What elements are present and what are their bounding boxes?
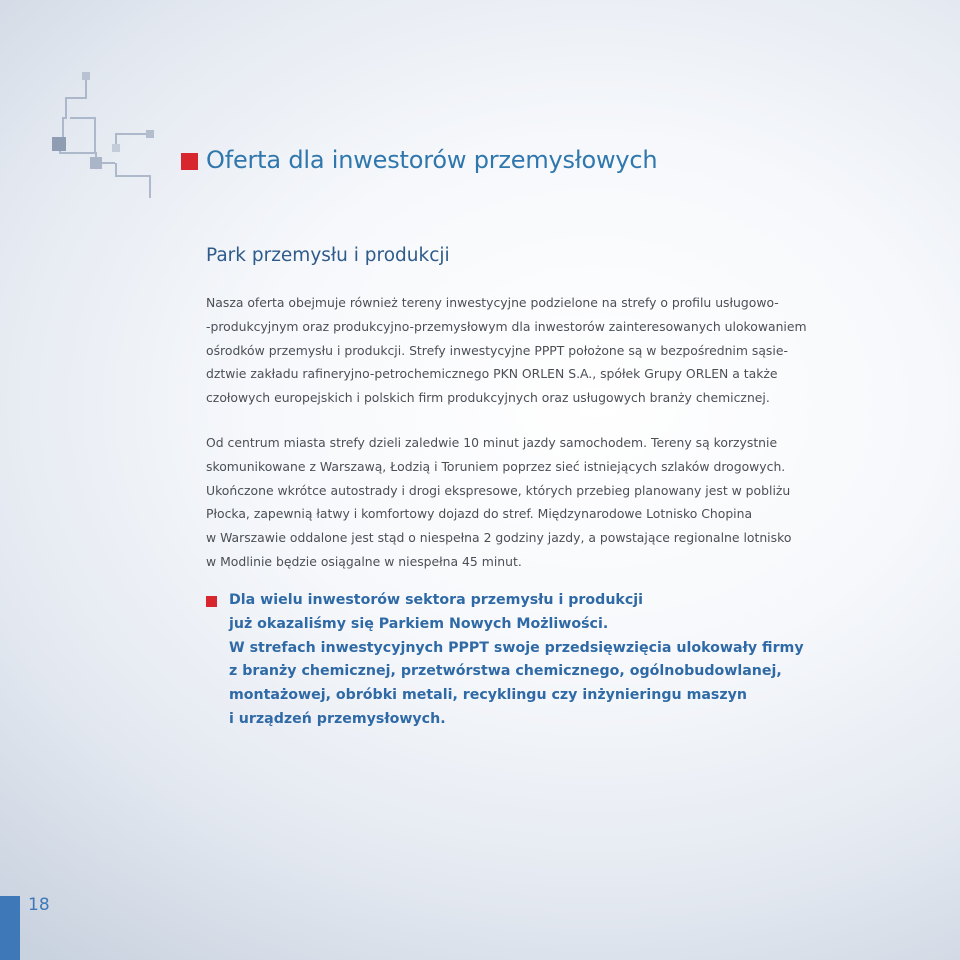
page-title: Oferta dla inwestorów przemysłowych — [206, 146, 658, 174]
circuit-node — [82, 72, 90, 80]
intro-paragraph — [206, 291, 807, 410]
paragraph-line: w Modlinie będzie osiągalne w niespełna 45 minut. — [206, 553, 522, 569]
paragraph-line: Ukończone wkrótce autostrady i drogi ekspresowe, których przebieg planowany jest w pobliżu — [206, 482, 791, 498]
highlight-line: już okazaliśmy się Parkiem Nowych Możliwości. — [229, 615, 609, 632]
circuit-node — [146, 130, 154, 138]
highlight-line: z branży chemicznej, przetwórstwa chemicznego, ogólnobudowlanej, — [229, 663, 782, 680]
paragraph-line: Od centrum miasta strefy dzieli zaledwie 10 minut jazdy samochodem. Tereny są korzystnie — [206, 435, 778, 450]
page-tab — [0, 896, 20, 960]
paragraph-line: dztwie zakładu rafineryjno-petrochemicznego PKN ORLEN S.A., spółek Grupy ORLEN a także — [206, 366, 778, 382]
paragraph-line: Nasza oferta obejmuje również tereny inwestycyjne podzielone na strefy o profilu usługowo- — [206, 295, 779, 310]
paragraph-line: ośrodków przemysłu i produkcji. Strefy inwestycyjne PPPT położone są w bezpośrednim sąsie- — [206, 342, 788, 358]
paragraph-line: Płocka, zapewnią łatwy i komfortowy dojazd do stref. Międzynarodowe Lotnisko Chopina — [206, 506, 753, 522]
circuit-decoration — [0, 0, 200, 200]
highlight-marker — [206, 596, 217, 607]
circuit-node — [90, 157, 102, 169]
page-number: 18 — [28, 895, 50, 915]
highlight-line: Dla wielu inwestorów sektora przemysłu i produkcji — [229, 592, 643, 608]
paragraph-line: czołowych europejskich i polskich firm produkcyjnych oraz usługowych branży chemicznej. — [206, 390, 770, 406]
highlight-block — [229, 589, 804, 732]
paragraph-line: w Warszawie oddalone jest stąd o niespełna 2 godziny jazdy, a powstające regionalne lotnisko — [206, 530, 792, 546]
circuit-node — [112, 144, 120, 152]
section-heading: Park przemysłu i produkcji — [206, 245, 450, 266]
highlight-line: i urządzeń przemysłowych. — [229, 710, 446, 727]
location-paragraph — [206, 431, 792, 574]
paragraph-line: -produkcyjnym oraz produkcyjno-przemysłowym dla inwestorów zainteresowanych ulokowaniem — [206, 318, 807, 334]
highlight-line: montażowej, obróbki metali, recyklingu czy inżynieringu maszyn — [229, 687, 747, 704]
paragraph-line: skomunikowane z Warszawą, Łodzią i Toruniem poprzez sieć istniejących szlaków drogowych. — [206, 458, 786, 474]
highlight-line: W strefach inwestycyjnych PPPT swoje przedsięwzięcia ulokowały firmy — [229, 639, 804, 656]
circuit-node — [52, 137, 66, 151]
title-marker — [181, 153, 198, 170]
